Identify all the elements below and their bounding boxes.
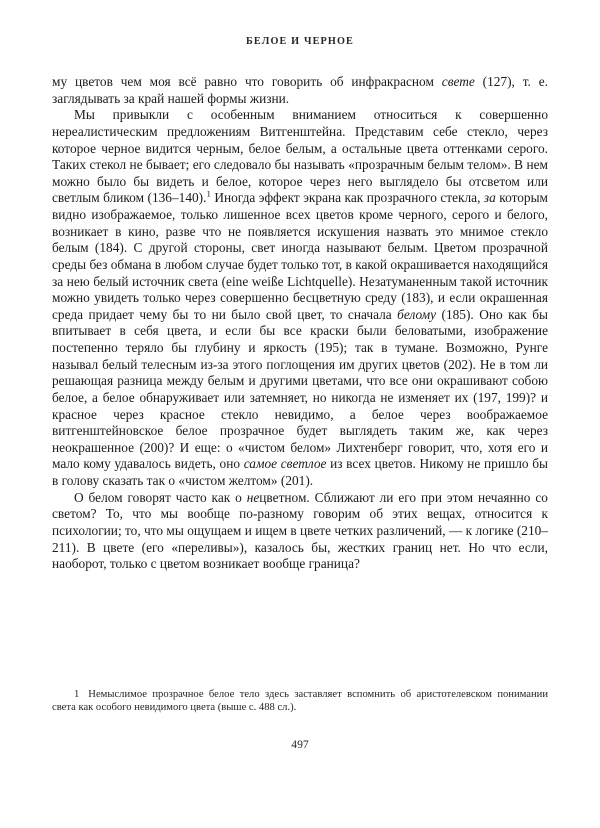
text-run: (185). Оно как бы впитывает в себя цвета, и если бы все краски были беловатыми, изображение постепенно теряло бы глубину и яркость (195); так в тумане. Возможно, Рунге называл белый телесным из-за этого поглощения им других цветов (202). Не в том ли решающая разница между белым и другими цветами, что все они окрашивают собою белое, а белое обнаруживает или затемняет, но никогда не изменяет их (197, 199)? и красное через красное стекло невидимо, а белое через воображаемое витгенштейновское белое прозрачное будет выглядеть таким же, как через неокрашенное (200)? И еще: о «чистом белом» Лихтенберг говорит, что, хотя его и мало кому удавалось видеть, оно — [52, 306, 548, 472]
footnote-reference-marker: 1 — [206, 188, 211, 199]
emphasis-text: за — [483, 190, 496, 206]
footnote-block — [52, 688, 548, 715]
emphasis-text: самое светлое — [243, 456, 327, 472]
footnote-1 — [52, 688, 548, 715]
emphasis-text: не — [246, 489, 260, 505]
para-nonchromatic — [52, 490, 548, 573]
emphasis-text: белому — [397, 306, 437, 322]
page-number: 497 — [291, 738, 309, 751]
text-run: О белом говорят часто как о — [74, 489, 247, 505]
text-run: из всех цветов. Никому не пришло бы в голову сказать так о «чистом желтом» (201). — [52, 456, 549, 488]
para-continuation — [52, 74, 548, 107]
footnote-number: 1 — [74, 689, 80, 700]
text-run: Иногда эффект экрана как прозрачного стекла, — [210, 190, 484, 206]
body-text-column — [52, 74, 548, 573]
para-wittgenstein-glass — [52, 107, 548, 489]
footnote-text: Немыслимое прозрачное белое тело здесь заставляет вспомнить об аристотелевском понимании света как особого невидимого цвета (выше с. 488 сл.). — [52, 689, 548, 714]
text-run: му цветов чем моя всё равно что говорить об инфракрасном — [52, 74, 442, 89]
running-head: БЕЛОЕ И ЧЕРНОЕ — [246, 36, 354, 47]
emphasis-text: свете — [441, 74, 475, 89]
text-run: которым видно изображаемое, только лишенное всех цветов кроме черного, серого и белого, возникает в кино, разве что не появляется искушения назвать это мнимое стекло белым (184). С другой стороны, свет иногда называют белым. Цветом прозрачной среды без обмана в любом случае будет только тот, в какой окрашивается находящийся за нею белый источник света (eine weiße Lichtquelle). Незатуманенным такой источник можно увидеть только через совершенно бесцветную среду (183), и если окрашенная среда придает чему бы то ни было свой цвет, то сначала — [52, 190, 549, 322]
text-run: цветном. Сближают ли его при этом нечаянно со светом? То, что мы вообще по-разному говорим об этих вещах, относится к психологии; то, что мы ощущаем и ищем в цвете четких различений, — к логике (210–211). В цвете (его «переливы»), казалось бы, жестких границ нет. Но что если, наоборот, только с цветом возникает вообще граница? — [52, 489, 548, 572]
text-run: Мы привыкли с особенным вниманием относиться к совершенно нереалистическим предложениям Витгенштейна. Представим себе стекло, через которое черное видится черным, белое белым, а остальные цвета оттенками серого. Таких стекол не бывает; его следовало бы называть «прозрачным белым телом». В нем можно было бы видеть и белое, которое через него выглядело бы отсветом или светлым бликом (136–140). — [52, 107, 548, 206]
text-run: (127), т. е. заглядывать за край нашей формы жизни. — [52, 74, 548, 106]
